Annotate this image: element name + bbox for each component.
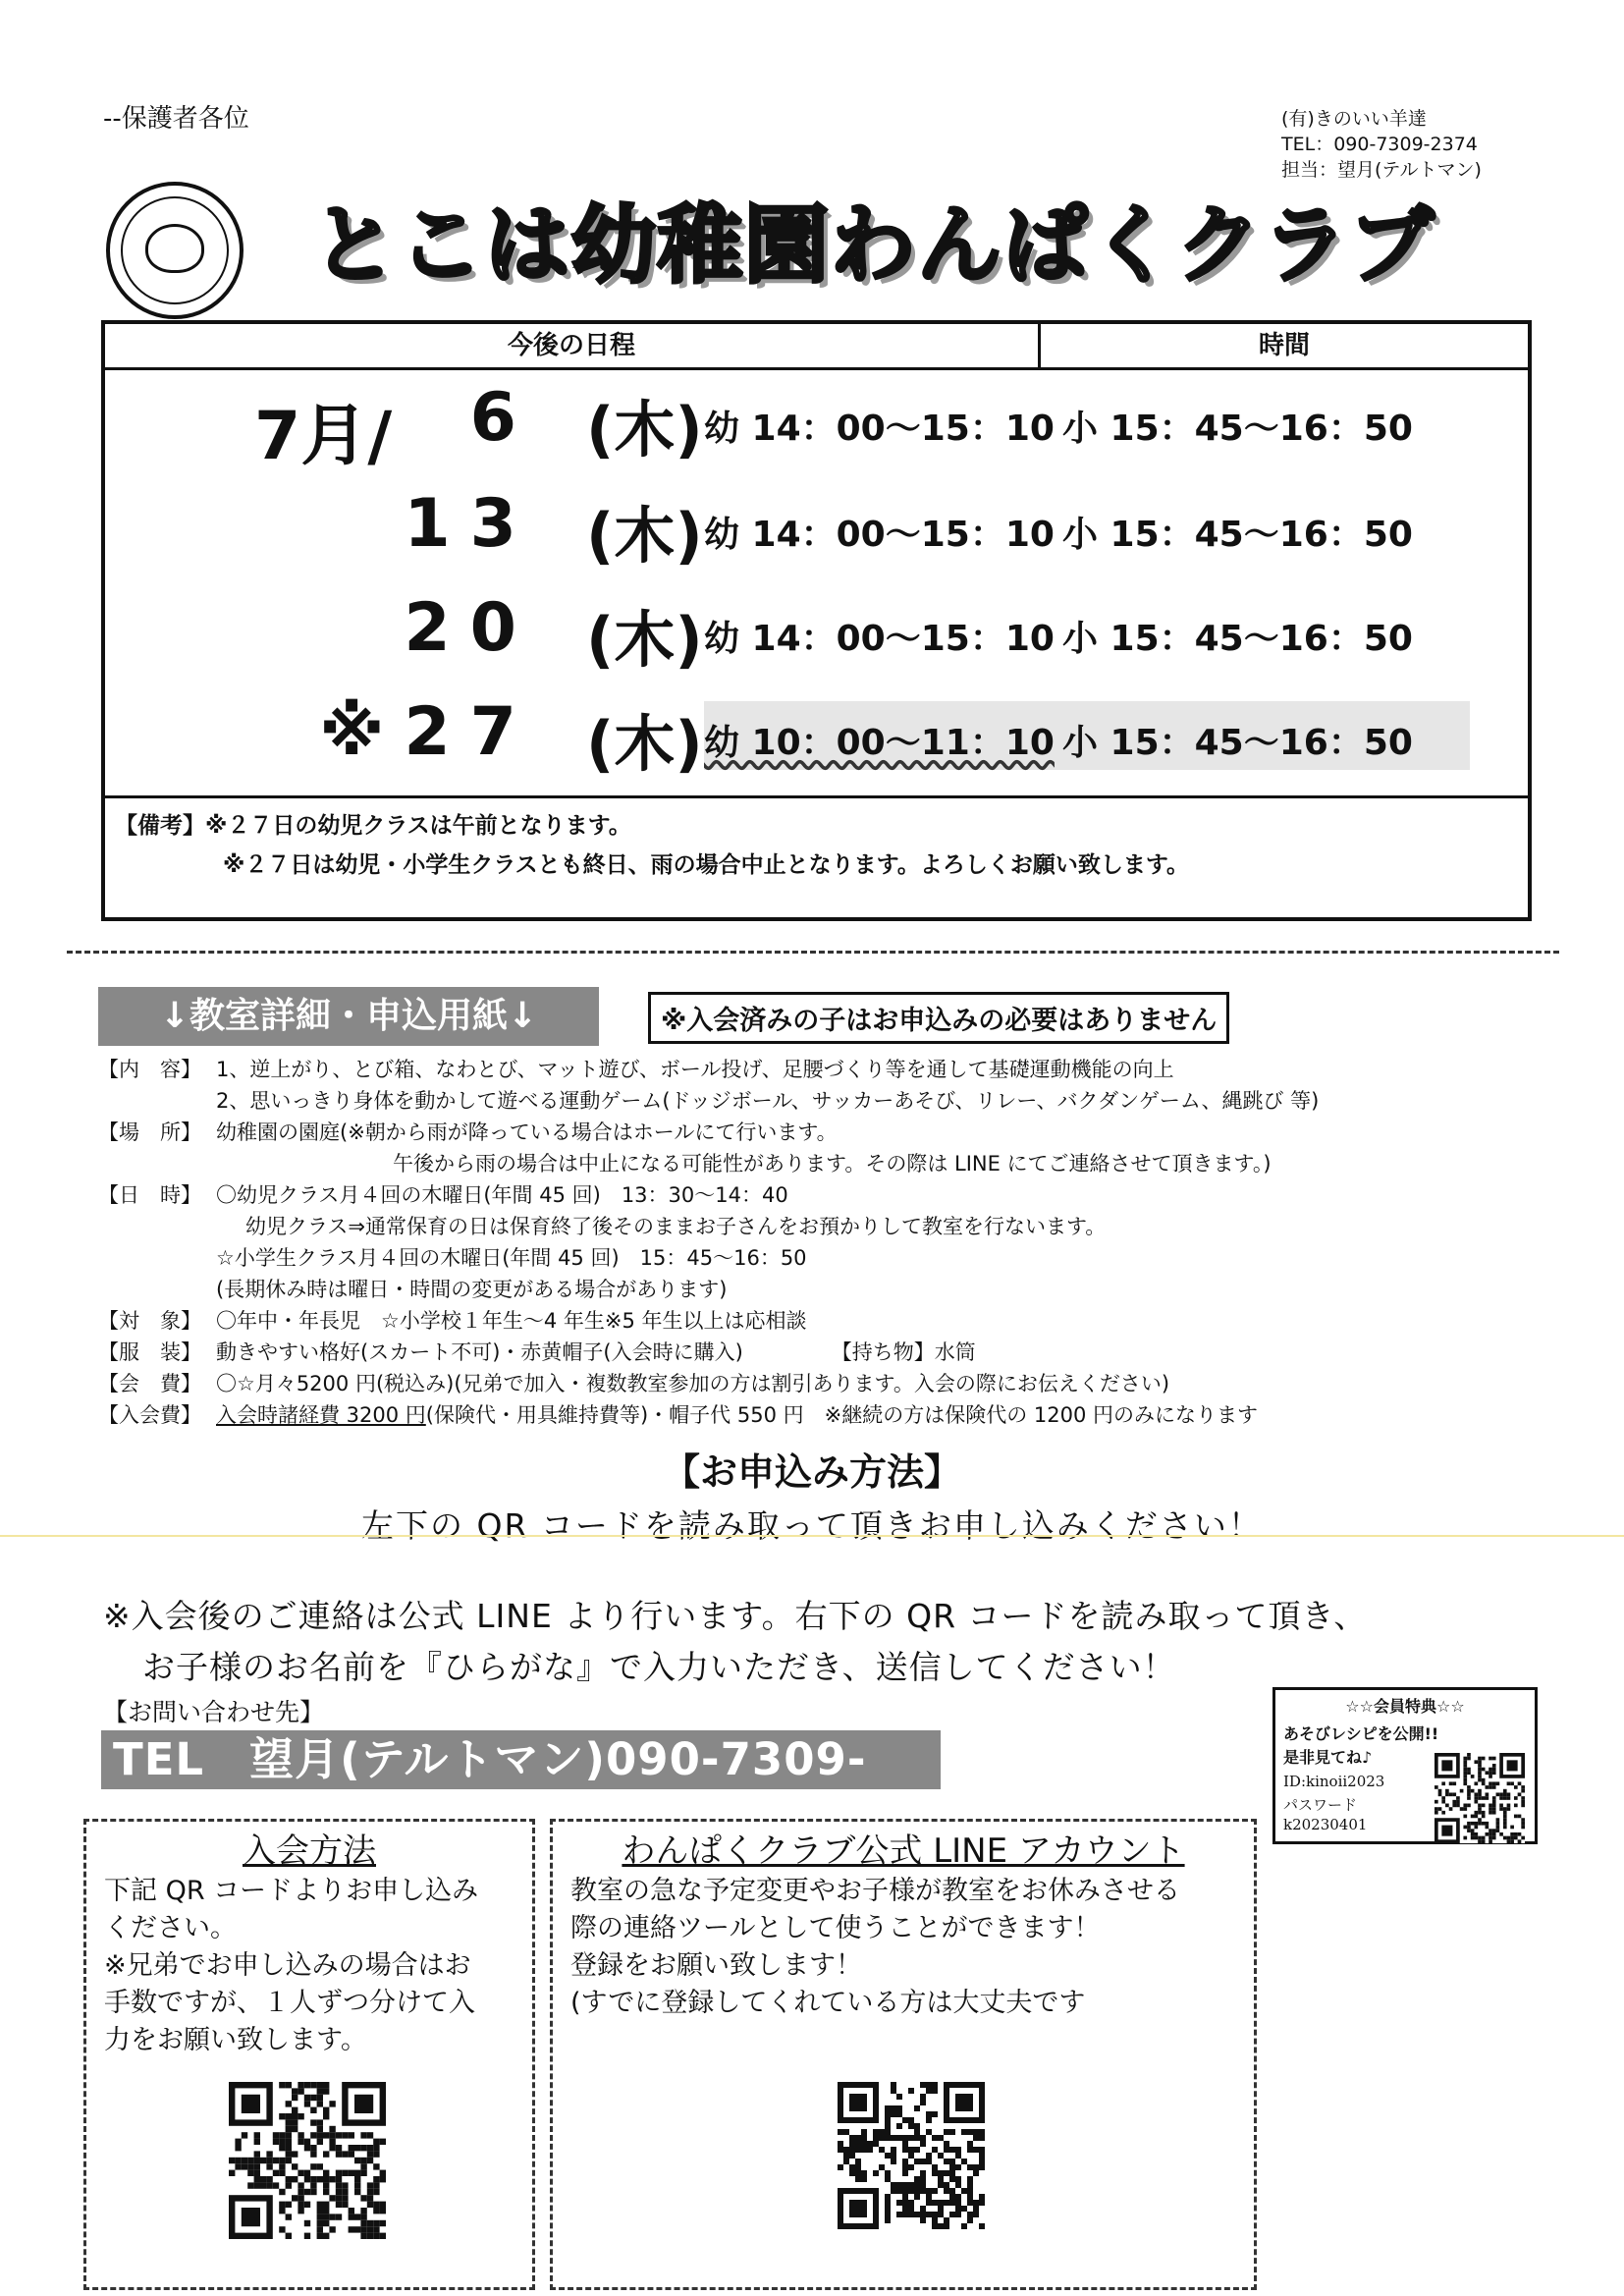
after-line-2: お子様のお名前を『ひらがな』で入力いただき、送信してください！ (142, 1648, 1176, 1686)
remark-1: ※２７日の幼児クラスは午前となります。 (205, 813, 631, 839)
contact-tel: TEL 望月(テルトマン)090-7309-2374 (101, 1730, 941, 1789)
detail-time-3: ☆小学生クラス月４回の木曜日(年間 45 回) 15：45〜16：50 (216, 1246, 807, 1270)
divider (67, 951, 1559, 954)
line-account-title: わんぱくクラブ公式 LINE アカウント (622, 1831, 1185, 1871)
remark-2: ※２７日は幼児・小学生クラスとも終日、雨の場合中止となります。よろしくお願い致します。 (223, 852, 1189, 878)
detail-bring: 水筒 (934, 1340, 976, 1364)
line-box-line: 登録をお願い致します！ (570, 1950, 862, 1981)
contact-heading: 【お問い合わせ先】 (103, 1698, 325, 1726)
sheep-icon (145, 224, 204, 273)
schedule-kinder-time: 幼 10：00〜11：10 (704, 723, 1055, 763)
detail-time-4: (長期休み時は曜日・時間の変更がある場合があります) (216, 1278, 728, 1301)
line-account-box (550, 1819, 1257, 2290)
schedule-day: 6 (469, 379, 536, 457)
detail-clothes: 動きやすい格好(スカート不可)・赤黄帽子(入会時に購入) (216, 1340, 743, 1364)
perk-line-2: 是非見てね♪ (1283, 1748, 1373, 1767)
schedule-kinder-time: 幼 14：00〜15：10 (704, 409, 1055, 449)
detail-join-fee: 入会時諸経費 3200 円 (216, 1403, 426, 1427)
perk-heading: ☆☆会員特典☆☆ (1345, 1697, 1465, 1716)
schedule-day: ※27 (319, 693, 536, 771)
join-line: 下記 QR コードよりお申し込み (104, 1876, 479, 1906)
company-tel: TEL：090-7309-2374 (1281, 134, 1478, 155)
join-line: ※兄弟でお申し込みの場合はお (104, 1950, 471, 1981)
qr-code-icon[interactable] (229, 2082, 386, 2239)
detail-place-1: 幼稚園の園庭(※朝から雨が降っている場合はホールにて行います。 (216, 1121, 838, 1144)
company-contact: 担当：望月(テルトマン) (1281, 159, 1482, 181)
schedule-row (105, 485, 1528, 572)
divider (0, 1535, 1624, 1537)
notice-box: ※入会済みの子はお申込みの必要はありません (648, 992, 1229, 1044)
schedule-row (105, 379, 1528, 465)
detail-label: 【対 象】 (98, 1309, 201, 1333)
line-box-line: 教室の急な予定変更やお子様が教室をお休みさせる (570, 1876, 1180, 1906)
schedule-remarks (105, 795, 1528, 893)
detail-label: 【日 時】 (98, 1183, 201, 1207)
detail-label: 【入会費】 (98, 1403, 201, 1427)
schedule-day: 20 (404, 589, 536, 667)
schedule-month: 7月/ (254, 398, 393, 475)
after-line-1: ※入会後のご連絡は公式 LINE より行います。右下の QR コードを読み取って頂き、 (103, 1597, 1368, 1635)
detail-time-1: 〇幼児クラス月４回の木曜日(年間 45 回) 13：30〜14：40 (216, 1183, 788, 1207)
detail-time-2: 幼児クラス⇒通常保育の日は保育終了後そのままお子さんをお預かりして教室を行ないます。 (245, 1215, 1107, 1238)
company-name: (有)きのいい羊達 (1281, 108, 1427, 130)
class-details (98, 1054, 1532, 1431)
schedule-dow: (木) (586, 604, 703, 676)
line-account-body (570, 1873, 1180, 2022)
schedule-dow: (木) (586, 708, 703, 780)
logo (106, 182, 244, 319)
perk-id: ID:kinoii2023 (1283, 1773, 1385, 1790)
join-method-body (104, 1873, 478, 2059)
apply-heading: 【お申込み方法】 (662, 1450, 961, 1494)
section-banner: ↓教室詳細・申込用紙↓ (98, 987, 599, 1046)
schedule-school-time: 小 15：45〜16：50 (1062, 409, 1413, 449)
schedule-kinder-time: 幼 14：00〜15：10 (704, 515, 1055, 555)
apply-text: 左下の QR コードを読み取って頂きお申し込みください！ (361, 1506, 1263, 1545)
addressee: --保護者各位 (103, 104, 249, 134)
schedule-row (105, 589, 1528, 676)
after-join-note (103, 1591, 1367, 1693)
schedule-school-time: 小 15：45〜16：50 (1062, 619, 1413, 659)
qr-code-icon[interactable] (1435, 1753, 1525, 1843)
detail-bring-label: 【持ち物】 (831, 1340, 935, 1364)
join-method-title: 入会方法 (243, 1831, 376, 1871)
schedule-header-dates: 今後の日程 (105, 324, 1041, 367)
detail-label: 【内 容】 (98, 1058, 201, 1081)
page-title: とこは幼稚園わんぱくクラブ (312, 196, 1435, 295)
detail-label: 【会 費】 (98, 1372, 201, 1395)
schedule-dow: (木) (586, 394, 703, 465)
schedule-row (105, 693, 1528, 780)
join-method-box (83, 1819, 535, 2290)
detail-place-2: 午後から雨の場合は中止になる可能性があります。その際は LINE にてご連絡させて頂きます。) (393, 1152, 1272, 1175)
member-perk-box (1272, 1687, 1538, 1844)
join-line: 力をお願い致します。 (104, 2025, 367, 2055)
detail-content-1: 1、逆上がり、とび箱、なわとび、マット遊び、ボール投げ、足腰づくり等を通して基礎運動機能の向上 (216, 1058, 1174, 1081)
schedule-school-time: 小 15：45〜16：50 (1062, 723, 1413, 763)
detail-target: 〇年中・年長児 ☆小学校１年生〜4 年生※5 年生以上は応相談 (216, 1309, 807, 1333)
schedule-school-time: 小 15：45〜16：50 (1062, 515, 1413, 555)
company-info (1281, 106, 1482, 183)
detail-fee: 〇☆月々5200 円(税込み)(兄弟で加入・複数教室参加の方は割引あります。入会の際にお伝えください) (216, 1372, 1170, 1395)
perk-pw-label: パスワード (1283, 1796, 1358, 1814)
join-line: ください。 (104, 1913, 237, 1943)
schedule-day: 13 (404, 485, 536, 563)
perk-pw: k20230401 (1283, 1816, 1368, 1833)
detail-label: 【服 装】 (98, 1340, 201, 1364)
remarks-label: 【備考】 (115, 813, 205, 839)
detail-join-rest: (保険代・用具維持費等)・帽子代 550 円 ※継続の方は保険代の 1200 円のみになります (425, 1403, 1259, 1427)
schedule-header (105, 324, 1528, 370)
schedule-header-times: 時間 (1258, 331, 1310, 360)
join-line: 手数ですが、１人ずつ分けて入 (104, 1988, 475, 2018)
line-box-line: 際の連絡ツールとして使うことができます！ (570, 1913, 1101, 1943)
detail-content-2: 2、思いっきり身体を動かして遊べる運動ゲーム(ドッジボール、サッカーあそび、リレー、バクダンゲーム、縄跳び 等) (216, 1089, 1320, 1113)
schedule-kinder-time: 幼 14：00〜15：10 (704, 619, 1055, 659)
perk-line-1: あそびレシピを公開!! (1283, 1724, 1439, 1743)
detail-label: 【場 所】 (98, 1121, 201, 1144)
qr-code-icon[interactable] (838, 2082, 985, 2229)
line-box-line: (すでに登録してくれている方は大丈夫です (570, 1988, 1086, 2018)
schedule-table (101, 320, 1532, 921)
schedule-dow: (木) (586, 500, 703, 572)
